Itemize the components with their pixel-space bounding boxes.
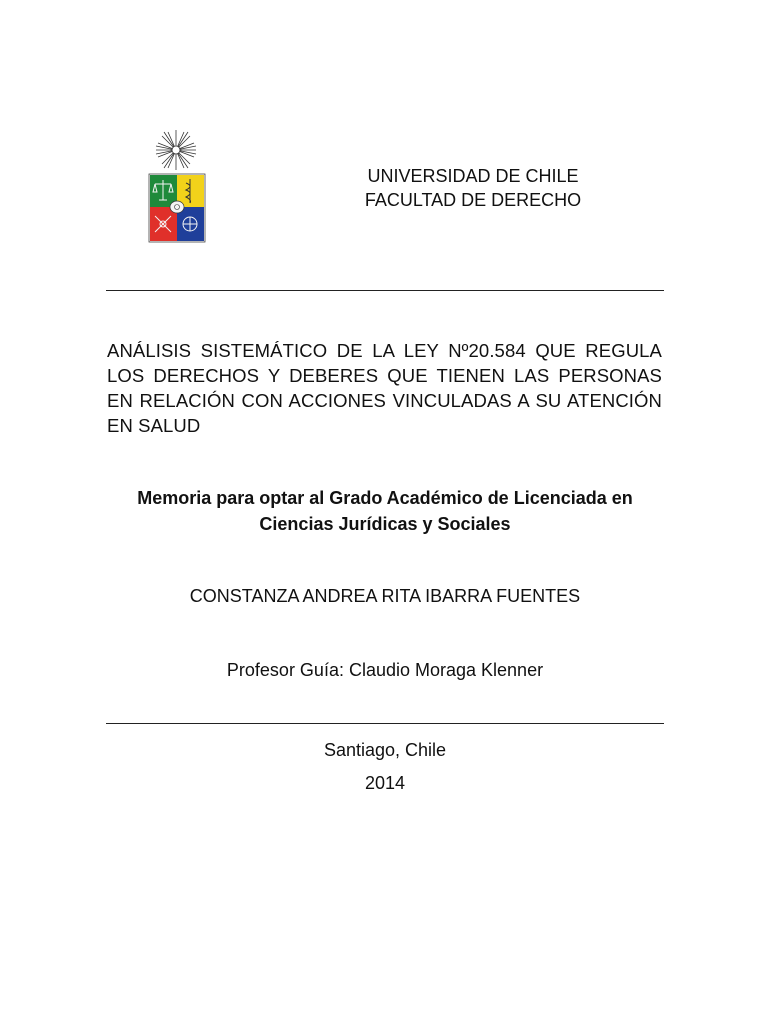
- faculty-name: FACULTAD DE DERECHO: [364, 190, 582, 210]
- thesis-title: ANÁLISIS SISTEMÁTICO DE LA LEY Nº20.584 QUE REGULA LOS DERECHOS Y DEBERES QUE TIENEN LAS PERSONAS EN RELACIÓN CON ACCIONES VINCULADAS A SU ATENCIÓN EN SALUD: [107, 340, 662, 436]
- university-name: UNIVERSIDAD DE CHILE: [367, 166, 579, 186]
- university-crest-icon: [140, 128, 212, 246]
- divider-top: [106, 290, 664, 291]
- author-name: CONSTANZA ANDREA RITA IBARRA FUENTES: [189, 586, 581, 606]
- advisor-name: Profesor Guía: Claudio Moraga Klenner: [226, 660, 544, 680]
- institution-header: [300, 164, 646, 212]
- degree-statement: [100, 485, 670, 537]
- divider-bottom: [106, 723, 664, 724]
- place: Santiago, Chile: [323, 740, 447, 760]
- degree-statement-line-2: Ciencias Jurídicas y Sociales: [259, 514, 511, 534]
- place-and-year: [100, 734, 670, 800]
- degree-statement-line-1: Memoria para optar al Grado Académico de Licenciada en: [137, 488, 633, 508]
- year: 2014: [364, 773, 406, 793]
